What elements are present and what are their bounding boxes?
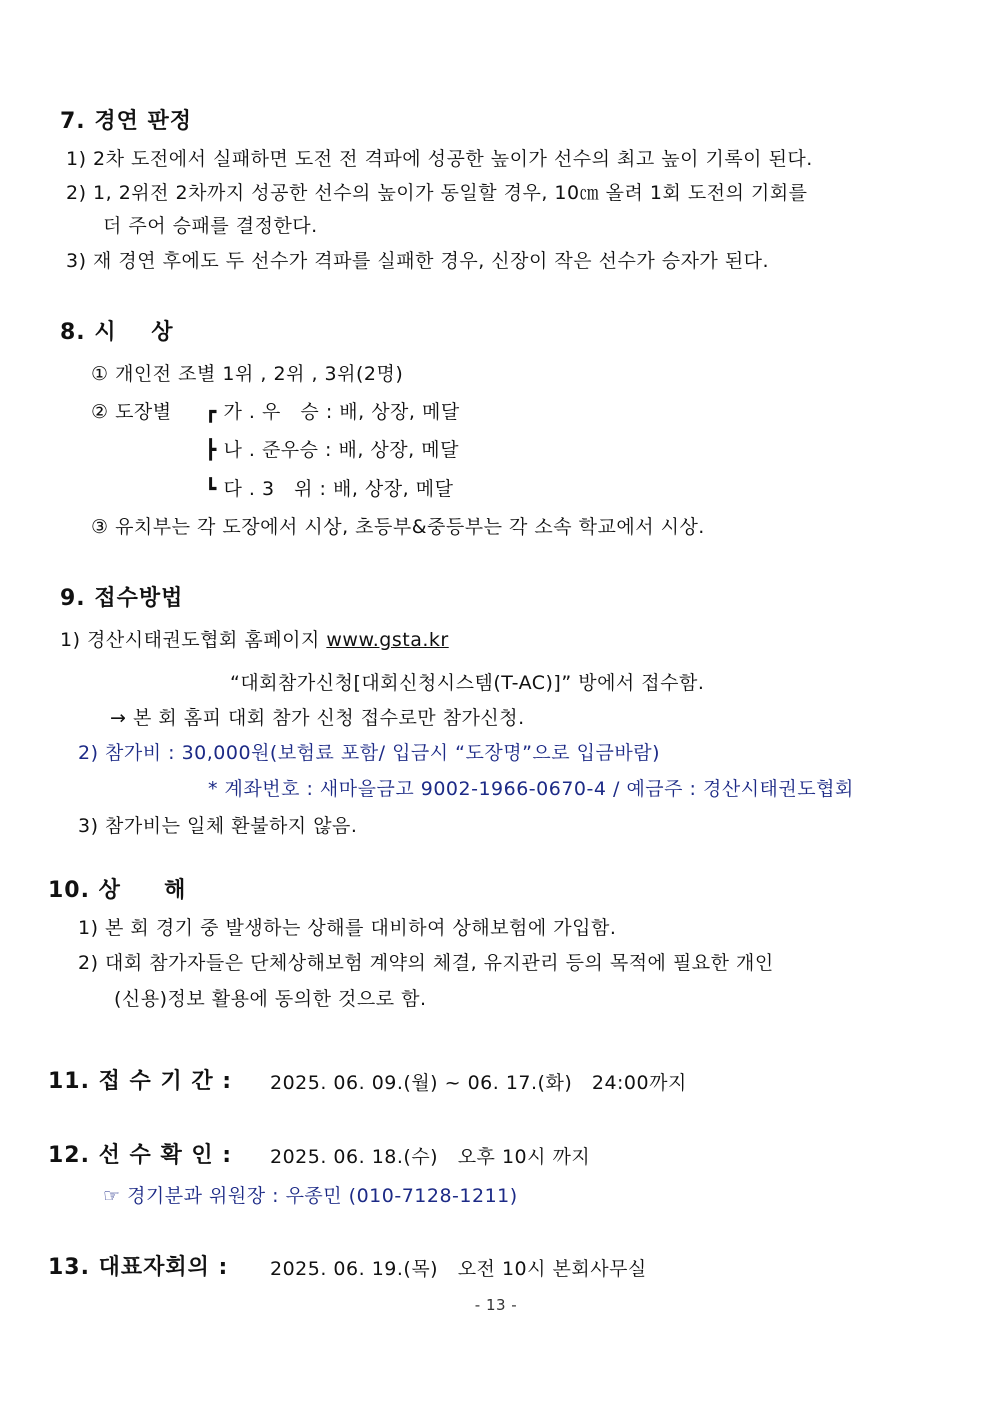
section-8-item-1: ① 개인전 조별 1위 , 2위 , 3위(2명) [91, 363, 404, 385]
section-8-heading: 8. 시 상 [60, 320, 174, 345]
section-9-account: * 계좌번호 : 새마을금고 9002-1966-0670-4 / 예금주 : 경산시태권도협회 [208, 778, 854, 800]
contact-note: ☞ 경기분과 위원장 : 우종민 (010-7128-1211) [103, 1185, 518, 1207]
section-7-item-2: 2) 1, 2위전 2차까지 성공한 선수의 높이가 동일할 경우, 10㎝ 올려 1회 도전의 기회를 [66, 182, 808, 204]
section-7-heading: 7. 경연 판정 [60, 109, 192, 134]
award-branch-3: ┗ 다 . 3 위 : 배, 상장, 메달 [205, 478, 454, 500]
section-10-item-2: 2) 대회 참가자들은 단체상해보험 계약의 체결, 유지관리 등의 목적에 필요한 개인 [78, 952, 774, 974]
section-7-item-3: 3) 재 경연 후에도 두 선수가 격파를 실패한 경우, 신장이 작은 선수가 승자가 된다. [66, 250, 770, 272]
section-9-heading: 9. 접수방법 [60, 586, 184, 611]
section-9-item-1-note: → 본 회 홈피 대회 참가 신청 접수로만 참가신청. [110, 707, 525, 729]
section-10-item-2-cont: (신용)정보 활용에 동의한 것으로 함. [114, 988, 427, 1010]
section-7-item-2-cont: 더 주어 승패를 결정한다. [103, 215, 318, 237]
section-9-item-1 [60, 628, 449, 652]
registration-period: 2025. 06. 09.(월) ~ 06. 17.(화) 24:00까지 [270, 1072, 687, 1094]
award-branch-1: ┏ 가 . 우 승 : 배, 상장, 메달 [205, 401, 460, 423]
section-10-heading: 10. 상 해 [48, 878, 187, 903]
section-9-item-1-detail: “대회참가신청[대회신청시스템(T-AC)]” 방에서 접수함. [230, 672, 705, 694]
section-12-heading: 12. 선 수 확 인 : [48, 1143, 233, 1168]
section-9-item-1-text: 1) 경산시태권도협회 홈페이지 [60, 629, 327, 651]
section-13-heading: 13. 대표자회의 : [48, 1255, 229, 1280]
section-8-item-2-label: ② 도장별 [91, 401, 172, 423]
page-number: - 13 - [474, 1296, 518, 1314]
section-7-item-1: 1) 2차 도전에서 실패하면 도전 전 격파에 성공한 높이가 선수의 최고 높이 기록이 된다. [66, 148, 813, 170]
section-8-item-3: ③ 유치부는 각 도장에서 시상, 초등부&중등부는 각 소속 학교에서 시상. [91, 516, 705, 538]
section-10-item-1: 1) 본 회 경기 중 발생하는 상해를 대비하여 상해보험에 가입함. [78, 917, 617, 939]
homepage-link[interactable]: www.gsta.kr [326, 629, 449, 651]
athlete-check-date: 2025. 06. 18.(수) 오후 10시 까지 [270, 1146, 591, 1168]
section-11-heading: 11. 접 수 기 간 : [48, 1069, 233, 1094]
award-branch-2: ┣ 나 . 준우승 : 배, 상장, 메달 [205, 439, 459, 461]
representatives-meeting: 2025. 06. 19.(목) 오전 10시 본회사무실 [270, 1258, 647, 1280]
section-9-refund: 3) 참가비는 일체 환불하지 않음. [78, 815, 358, 837]
section-9-fee: 2) 참가비 : 30,000원(보험료 포함/ 입금시 “도장명”으로 입금바람) [78, 742, 661, 764]
